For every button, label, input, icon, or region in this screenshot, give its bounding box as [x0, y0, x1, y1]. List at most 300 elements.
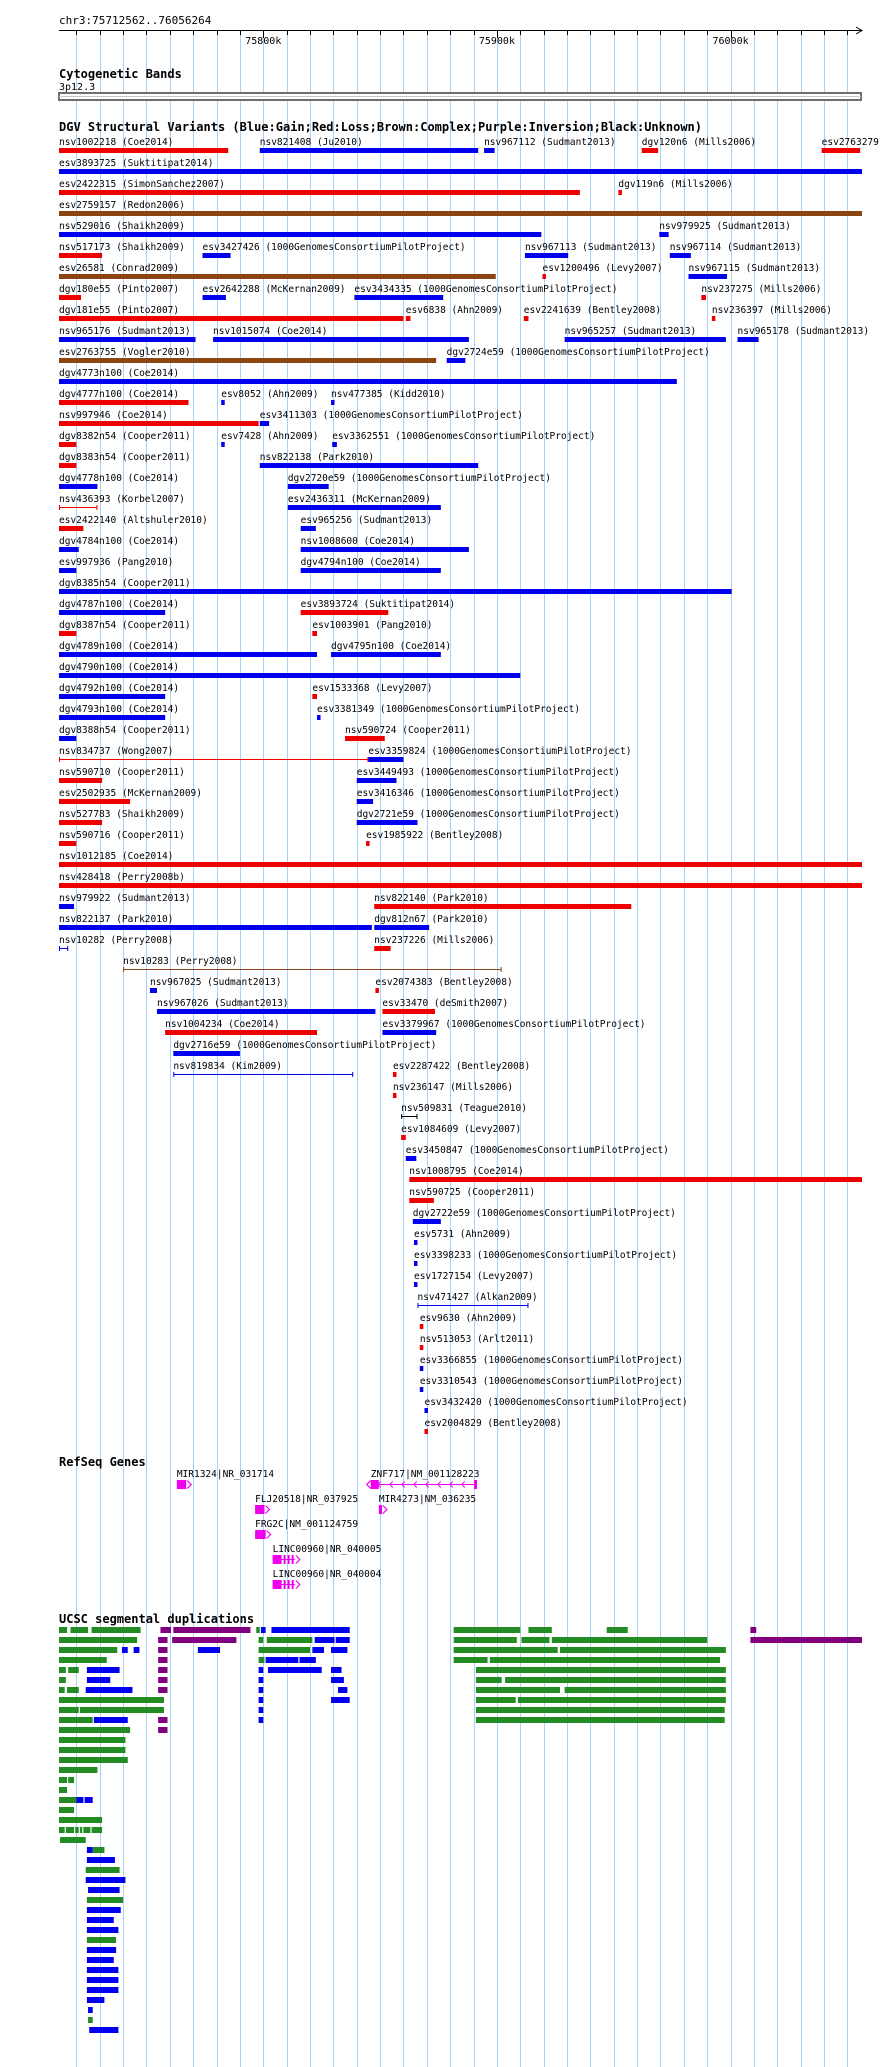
- segdup-block: [86, 1867, 120, 1873]
- segdup-block: [476, 1667, 726, 1673]
- sv-bar: [374, 904, 631, 909]
- segdup-block: [338, 1687, 347, 1693]
- sv-label: nsv834737 (Wong2007): [59, 746, 174, 757]
- segdup-block: [89, 2027, 118, 2033]
- sv-label: nsv236397 (Mills2006): [711, 305, 832, 316]
- sv-bar: [203, 295, 226, 300]
- segdup-block: [315, 1637, 335, 1643]
- segdup-block: [67, 1687, 79, 1693]
- sv-label: dgv4794n100 (Coe2014): [300, 557, 421, 568]
- sv-bar: [525, 253, 568, 258]
- sv-bar: [406, 316, 411, 321]
- sv-label: esv2074383 (Bentley2008): [375, 977, 513, 988]
- segdup-block: [87, 1967, 119, 1973]
- segdup-block: [87, 1667, 120, 1673]
- sv-label: dgv4787n100 (Coe2014): [59, 599, 180, 610]
- sv-bar: [59, 694, 165, 699]
- segdup-block: [87, 1997, 105, 2003]
- sv-label: dgv2721e59 (1000GenomesConsortiumPilotProject): [356, 809, 620, 820]
- sv-label: nsv590716 (Cooper2011): [59, 830, 185, 841]
- sv-bar: [357, 778, 397, 783]
- sv-line-cap: [401, 1114, 402, 1119]
- segdup-block: [261, 1627, 266, 1633]
- sv-bar: [484, 148, 495, 153]
- sv-label: esv2642288 (McKernan2009): [202, 284, 346, 295]
- sv-label: nsv509831 (Teague2010): [401, 1103, 527, 1114]
- segdup-block: [88, 1887, 120, 1893]
- sv-label: nsv1015074 (Coe2014): [213, 326, 328, 337]
- sv-line-cap: [367, 757, 368, 762]
- segdup-block: [331, 1677, 344, 1683]
- sv-bar: [59, 904, 74, 909]
- segdup-block: [88, 2017, 93, 2023]
- segdup-block: [122, 1647, 128, 1653]
- sv-label: esv3379967 (1000GenomesConsortiumPilotProject): [382, 1019, 646, 1030]
- sv-line: [59, 948, 68, 949]
- sv-line-cap: [59, 946, 60, 951]
- segdup-block: [59, 1697, 164, 1703]
- segdup-block: [59, 1687, 65, 1693]
- sv-bar: [59, 421, 259, 426]
- segdup-block: [454, 1647, 558, 1653]
- segdup-block: [94, 1717, 128, 1723]
- sv-bar: [59, 820, 102, 825]
- sv-label: esv3398233 (1000GenomesConsortiumPilotProject): [413, 1250, 678, 1261]
- sv-label: dgv2716e59 (1000GenomesConsortiumPilotProject): [173, 1040, 437, 1051]
- segdup-block: [86, 1687, 133, 1693]
- gene-label: FRG2C|NM_001124759: [255, 1519, 359, 1530]
- sv-label: esv3411303 (1000GenomesConsortiumPilotProject): [259, 410, 523, 421]
- sv-bar: [375, 988, 379, 993]
- sv-bar: [59, 211, 862, 216]
- segdup-block: [259, 1717, 264, 1723]
- gene-exon: [284, 1555, 286, 1564]
- segdup-block: [158, 1657, 167, 1663]
- segdup-block: [59, 1717, 93, 1723]
- cytoband-label: 3p12.3: [59, 82, 96, 93]
- segdup-block: [80, 1707, 164, 1713]
- sv-line-cap: [352, 1072, 353, 1077]
- gene-exon: [280, 1580, 282, 1589]
- segdup-block: [454, 1637, 517, 1643]
- segdup-block: [59, 1817, 102, 1823]
- sv-label: dgv8387n54 (Cooper2011): [59, 620, 191, 631]
- sv-bar: [312, 631, 317, 636]
- gene-exon: [255, 1530, 263, 1539]
- sv-label: nsv821408 (Ju2010): [259, 137, 363, 148]
- sv-bar: [59, 295, 81, 300]
- sv-bar: [59, 736, 76, 741]
- sv-bar: [213, 337, 469, 342]
- sv-bar: [374, 925, 429, 930]
- gene-exon: [474, 1480, 477, 1489]
- segdup-block: [87, 1987, 119, 1993]
- sv-bar: [59, 778, 102, 783]
- sv-label: esv2436311 (McKernan2009): [287, 494, 431, 505]
- sv-label: dgv4790n100 (Coe2014): [59, 662, 180, 673]
- segdup-block: [259, 1687, 264, 1693]
- sv-bar: [59, 715, 165, 720]
- sv-bar: [59, 925, 372, 930]
- dgv-track: [59, 120, 879, 1434]
- sv-label: esv2759157 (Redon2006): [59, 200, 185, 211]
- segdup-block: [158, 1667, 167, 1673]
- sv-bar: [59, 190, 580, 195]
- sv-line: [417, 1305, 528, 1306]
- segdup-block: [476, 1687, 560, 1693]
- sv-label: esv2763279: [821, 137, 879, 148]
- sv-label: esv1985922 (Bentley2008): [366, 830, 504, 841]
- segdup-block: [59, 1767, 97, 1773]
- sv-label: dgv8383n54 (Cooper2011): [59, 452, 191, 463]
- sv-bar: [366, 841, 370, 846]
- sv-bar: [59, 862, 862, 867]
- sv-bar: [59, 841, 76, 846]
- sv-bar: [618, 190, 622, 195]
- gene-exon: [280, 1555, 282, 1564]
- gene-strand-arrow: [367, 1481, 371, 1489]
- sv-line: [59, 759, 368, 760]
- segdup-block: [66, 1827, 74, 1833]
- sv-label: nsv436393 (Korbel2007): [59, 494, 185, 505]
- sv-bar: [393, 1072, 397, 1077]
- sv-bar: [413, 1219, 441, 1224]
- segdup-block: [331, 1667, 342, 1673]
- sv-label: nsv477385 (Kidd2010): [331, 389, 446, 400]
- segdup-block: [92, 1627, 141, 1633]
- sv-label: nsv965178 (Sudmant2013): [737, 326, 870, 337]
- segdup-block: [271, 1627, 349, 1633]
- sv-label: dgv119n6 (Mills2006): [618, 179, 733, 190]
- gene-exon: [261, 1505, 264, 1514]
- segdup-block: [87, 1927, 119, 1933]
- gene-label: MIR4273|NM_036235: [378, 1494, 477, 1505]
- sv-bar: [59, 379, 677, 384]
- sv-label: nsv967112 (Sudmant2013): [484, 137, 616, 148]
- sv-bar: [59, 400, 189, 405]
- segdup-block: [750, 1637, 862, 1643]
- sv-label: esv1533368 (Levy2007): [312, 683, 433, 694]
- segdup-block: [490, 1657, 720, 1663]
- sv-label: nsv590724 (Cooper2011): [345, 725, 471, 736]
- sv-bar: [59, 274, 496, 279]
- sv-label: nsv822140 (Park2010): [374, 893, 489, 904]
- sv-bar: [59, 253, 102, 258]
- segdup-block: [59, 1657, 107, 1663]
- sv-label: nsv822137 (Park2010): [59, 914, 174, 925]
- segdup-block: [158, 1677, 167, 1683]
- sv-line: [401, 1116, 417, 1117]
- sv-bar: [312, 694, 317, 699]
- sv-bar: [59, 799, 130, 804]
- segdup-block: [268, 1667, 322, 1673]
- sv-bar: [59, 232, 541, 237]
- segdup-block: [476, 1717, 725, 1723]
- segdup-block: [59, 1747, 125, 1753]
- sv-label: dgv181e55 (Pinto2007): [59, 305, 180, 316]
- segdup-block: [476, 1707, 725, 1713]
- sv-bar: [659, 232, 668, 237]
- sv-bar: [401, 1135, 406, 1140]
- refseq-track: [59, 1455, 479, 1589]
- segdup-block: [454, 1627, 521, 1633]
- sv-bar: [332, 442, 337, 447]
- segdup-block: [59, 1777, 67, 1783]
- segdup-block: [331, 1697, 350, 1703]
- sv-label: nsv517173 (Shaikh2009): [59, 242, 185, 253]
- segdup-block: [259, 1697, 264, 1703]
- segdup-block: [173, 1627, 250, 1633]
- segdup-block: [259, 1657, 265, 1663]
- sv-bar: [301, 568, 441, 573]
- sv-label: dgv180e55 (Pinto2007): [59, 284, 180, 295]
- sv-bar: [157, 1009, 375, 1014]
- segdup-block: [68, 1777, 74, 1783]
- segdup-block: [259, 1677, 264, 1683]
- sv-line-cap: [59, 757, 60, 762]
- sv-label: esv2241639 (Bentley2008): [523, 305, 662, 316]
- segdup-block: [565, 1687, 726, 1693]
- segdup-block: [134, 1647, 140, 1653]
- segdup-block: [71, 1627, 89, 1633]
- gene-label: MIR1324|NR_031714: [176, 1469, 275, 1480]
- sv-label: nsv428418 (Perry2008b): [59, 872, 185, 883]
- gene-label: FLJ20518|NR_037925: [255, 1494, 359, 1505]
- sv-label: dgv4773n100 (Coe2014): [59, 368, 180, 379]
- gene-exon: [292, 1555, 294, 1564]
- segdup-block: [59, 1807, 74, 1813]
- sv-label: nsv822138 (Park2010): [259, 452, 375, 463]
- sv-bar: [59, 568, 76, 573]
- sv-bar: [414, 1282, 418, 1287]
- segdup-block: [85, 1797, 93, 1803]
- ruler-track: [59, 14, 862, 47]
- dgv-title: DGV Structural Variants (Blue:Gain;Red:Loss;Brown:Complex;Purple:Inversion;Black:Unknown): [59, 120, 702, 134]
- sv-bar: [173, 1051, 240, 1056]
- sv-bar: [331, 400, 335, 405]
- segdup-block: [518, 1697, 726, 1703]
- sv-bar: [59, 673, 520, 678]
- sv-label: dgv2720e59 (1000GenomesConsortiumPilotProject): [287, 473, 551, 484]
- sv-label: esv2422315 (SimonSanchez2007): [59, 179, 225, 190]
- segdup-block: [68, 1667, 79, 1673]
- sv-bar: [59, 610, 165, 615]
- sv-line-cap: [527, 1303, 528, 1308]
- sv-bar: [542, 274, 546, 279]
- segdup-block: [93, 1847, 105, 1853]
- sv-label: nsv1002218 (Coe2014): [59, 137, 174, 148]
- sv-bar: [59, 337, 196, 342]
- sv-bar: [221, 442, 225, 447]
- sv-bar: [288, 505, 441, 510]
- sv-bar: [260, 148, 478, 153]
- sv-label: nsv237275 (Mills2006): [701, 284, 822, 295]
- sv-bar: [565, 337, 726, 342]
- sv-label: esv3310543 (1000GenomesConsortiumPilotProject): [419, 1376, 683, 1387]
- sv-bar: [59, 484, 97, 489]
- sv-label: nsv967025 (Sudmant2013): [149, 977, 282, 988]
- sv-label: dgv4795n100 (Coe2014): [331, 641, 452, 652]
- sv-label: nsv965176 (Sudmant2013): [59, 326, 191, 337]
- sv-bar: [165, 1030, 317, 1035]
- segdup-block: [560, 1647, 726, 1653]
- segdup-block: [158, 1637, 167, 1643]
- gene-exon: [379, 1505, 382, 1514]
- sv-bar: [420, 1324, 424, 1329]
- sv-bar: [382, 1030, 436, 1035]
- gene-exon: [183, 1480, 186, 1489]
- segdup-block: [59, 1727, 130, 1733]
- sv-bar: [642, 148, 658, 153]
- sv-line-cap: [59, 505, 60, 510]
- sv-label: nsv10283 (Perry2008): [123, 956, 238, 967]
- sv-label: nsv967026 (Sudmant2013): [156, 998, 289, 1009]
- sv-label: nsv590710 (Cooper2011): [59, 767, 185, 778]
- segdup-block: [267, 1637, 313, 1643]
- sv-label: nsv979922 (Sudmant2013): [59, 893, 191, 904]
- segdup-block: [312, 1647, 324, 1653]
- sv-label: esv3359824 (1000GenomesConsortiumPilotProject): [368, 746, 632, 757]
- sv-label: dgv2724e59 (1000GenomesConsortiumPilotProject): [446, 347, 710, 358]
- sv-line-cap: [123, 967, 124, 972]
- sv-bar: [822, 148, 861, 153]
- sv-bar: [670, 253, 691, 258]
- segdup-block: [87, 1857, 115, 1863]
- segdup-block: [607, 1627, 628, 1633]
- gene-label: LINC00960|NR_040004: [272, 1569, 382, 1580]
- sv-line-cap: [416, 1114, 417, 1119]
- segdup-block: [158, 1687, 167, 1693]
- segdup-block: [331, 1647, 347, 1653]
- sv-label: nsv967115 (Sudmant2013): [688, 263, 821, 274]
- sv-label: nsv590725 (Cooper2011): [409, 1187, 536, 1198]
- sv-bar: [260, 463, 478, 468]
- ruler-tick-label: 76000k: [712, 36, 749, 47]
- sv-label: nsv236147 (Mills2006): [392, 1082, 514, 1093]
- sv-label: dgv8388n54 (Cooper2011): [59, 725, 191, 736]
- segdup-block: [59, 1797, 76, 1803]
- cytoband-bar-center: [59, 96, 861, 97]
- ruler-tick-label: 75900k: [478, 36, 515, 47]
- sv-bar: [59, 883, 862, 888]
- sv-line-cap: [417, 1303, 418, 1308]
- sv-bar: [59, 631, 76, 636]
- segdup-block: [87, 1677, 110, 1683]
- sv-label: esv7428 (Ahn2009): [221, 431, 319, 442]
- sv-label: esv3381349 (1000GenomesConsortiumPilotProject): [317, 704, 581, 715]
- segdup-block: [158, 1647, 167, 1653]
- sv-bar: [357, 799, 373, 804]
- segdup-block: [88, 2007, 93, 2013]
- sv-label: nsv979925 (Sudmant2013): [659, 221, 791, 232]
- sv-bar: [414, 1261, 418, 1266]
- segdup-block: [59, 1637, 137, 1643]
- sv-label: dgv8382n54 (Cooper2011): [59, 431, 191, 442]
- position-label: chr3:75712562..76056264: [59, 14, 212, 27]
- sv-label: esv3427426 (1000GenomesConsortiumPilotProject): [202, 242, 466, 253]
- refseq-title: RefSeq Genes: [59, 1455, 146, 1469]
- gene-strand-arrow: [267, 1531, 271, 1539]
- sv-label: nsv527783 (Shaikh2009): [59, 809, 185, 820]
- sv-bar: [59, 463, 76, 468]
- sv-bar: [688, 274, 727, 279]
- sv-label: nsv965257 (Sudmant2013): [564, 326, 697, 337]
- sv-bar: [409, 1177, 862, 1182]
- sv-bar: [738, 337, 759, 342]
- segdup-block: [59, 1627, 67, 1633]
- segdup-block: [59, 1757, 128, 1763]
- sv-label: dgv120n6 (Mills2006): [641, 137, 757, 148]
- sv-label: esv2763755 (Vogler2010): [59, 347, 191, 358]
- segdup-block: [158, 1717, 167, 1723]
- segdup-block: [59, 1707, 79, 1713]
- sv-label: esv3450847 (1000GenomesConsortiumPilotProject): [405, 1145, 669, 1156]
- gene-exon: [288, 1580, 290, 1589]
- sv-label: nsv967114 (Sudmant2013): [669, 242, 802, 253]
- segdup-block: [87, 1947, 116, 1953]
- sv-label: nsv471427 (Alkan2009): [417, 1292, 538, 1303]
- sv-bar: [712, 316, 716, 321]
- sv-bar: [414, 1240, 418, 1245]
- segdup-block: [76, 1797, 83, 1803]
- segdup-block: [266, 1657, 299, 1663]
- gene-exon: [288, 1555, 290, 1564]
- sv-line-cap: [501, 967, 502, 972]
- sv-label: esv3449493 (1000GenomesConsortiumPilotProject): [356, 767, 620, 778]
- sv-label: nsv997946 (Coe2014): [59, 410, 168, 421]
- segdup-block: [198, 1647, 220, 1653]
- segdup-block: [59, 1827, 65, 1833]
- sv-label: esv26581 (Conrad2009): [59, 263, 180, 274]
- gene-exon: [276, 1555, 278, 1564]
- sv-label: nsv1004234 (Coe2014): [165, 1019, 280, 1030]
- segdup-track: [59, 1612, 862, 2033]
- sv-label: esv1003901 (Pang2010): [312, 620, 433, 631]
- segdup-block: [87, 1937, 116, 1943]
- segdup-block: [59, 1737, 125, 1743]
- sv-bar: [59, 547, 79, 552]
- segdup-block: [87, 1897, 123, 1903]
- segdup-block: [87, 1907, 121, 1913]
- sv-bar: [420, 1366, 424, 1371]
- segdup-block: [172, 1637, 236, 1643]
- segdup-block: [59, 1677, 66, 1683]
- segdup-block: [259, 1647, 310, 1653]
- sv-label: esv33470 (deSmith2007): [382, 998, 509, 1009]
- sv-label: dgv2722e59 (1000GenomesConsortiumPilotProject): [412, 1208, 676, 1219]
- gene-exon: [292, 1580, 294, 1589]
- sv-label: esv3416346 (1000GenomesConsortiumPilotProject): [356, 788, 620, 799]
- segdup-title: UCSC segmental duplications: [59, 1612, 255, 1626]
- sv-label: esv1200496 (Levy2007): [542, 263, 663, 274]
- segdup-block: [83, 1827, 90, 1833]
- sv-line-cap: [173, 1072, 174, 1077]
- sv-label: nsv1012185 (Coe2014): [59, 851, 174, 862]
- sv-bar: [420, 1345, 424, 1350]
- sv-bar: [221, 400, 225, 405]
- sv-bar: [382, 1009, 435, 1014]
- sv-bar: [368, 757, 403, 762]
- sv-bar: [150, 988, 157, 993]
- sv-bar: [59, 148, 228, 153]
- sv-label: nsv237226 (Mills2006): [374, 935, 495, 946]
- segdup-block: [59, 1667, 66, 1673]
- segdup-block: [59, 1787, 67, 1793]
- segdup-block: [87, 1847, 93, 1853]
- sv-bar: [59, 652, 317, 657]
- segdup-block: [552, 1637, 707, 1643]
- sv-line: [173, 1074, 353, 1075]
